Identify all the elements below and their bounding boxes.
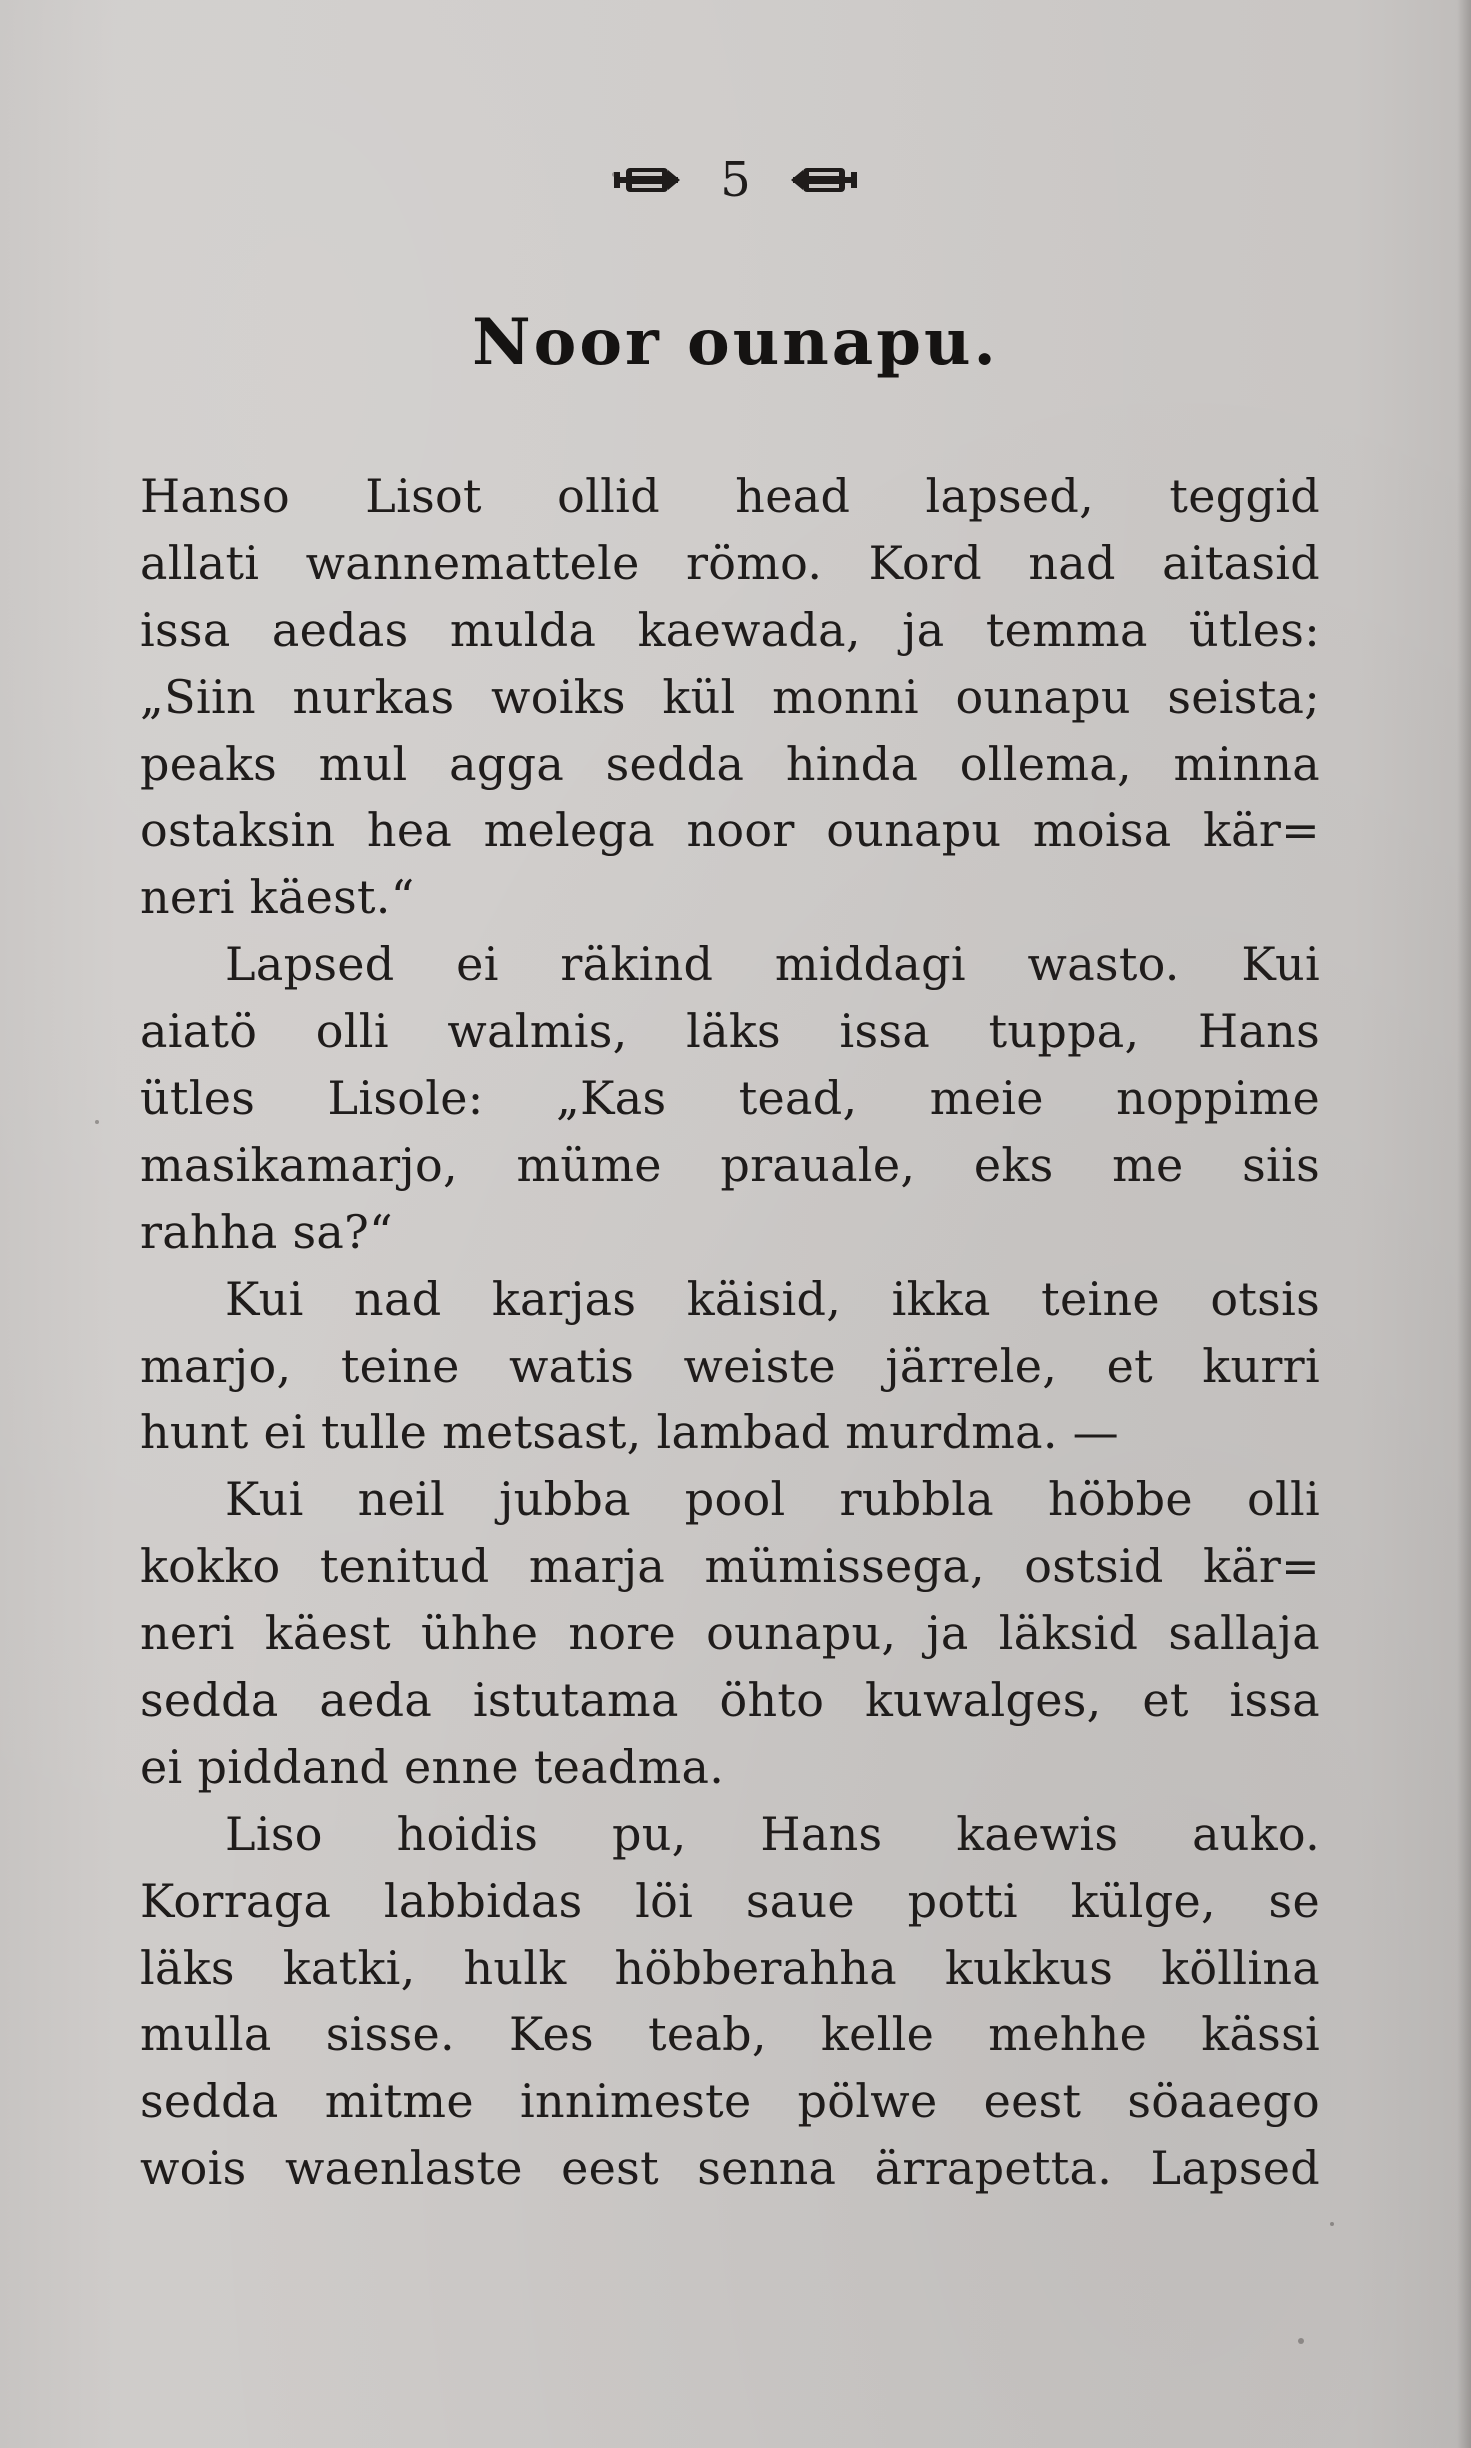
text-line: läks katki, hulk höbberahha kukkus köllina [140, 1940, 1320, 1995]
body-text [140, 463, 1320, 2202]
text-line: allati wannemattele römo. Kord nad aitasid [140, 535, 1320, 590]
text-line: kokko tenitud marja mümissega, ostsid kär= [140, 1539, 1320, 1594]
left-ornament-icon [612, 160, 682, 200]
text-line: neri käest.“ [140, 870, 415, 925]
text-line: Kui neil jubba pool rubbla höbbe olli [225, 1472, 1320, 1527]
page-header [0, 140, 1471, 220]
text-line: Korraga labbidas löi saue potti külge, se [140, 1873, 1320, 1928]
page-title: Noor ounapu. [472, 305, 999, 380]
text-line: wois waenlaste eest senna ärrapetta. Lapsed [140, 2141, 1320, 2196]
text-line: neri käest ühhe nore ounapu, ja läksid sallaja [140, 1606, 1320, 1661]
text-line: issa aedas mulda kaewada, ja temma ütles: [140, 602, 1320, 657]
text-line: ütles Lisole: „Kas tead, meie noppime [140, 1071, 1320, 1126]
text-line: sedda mitme innimeste pölwe eest söaaego [140, 2074, 1320, 2129]
text-line: „Siin nurkas woiks kül monni ounapu seista; [140, 669, 1320, 724]
text-line: ei piddand enne teadma. [140, 1739, 725, 1794]
paper-speck [95, 1120, 99, 1124]
text-line: aiatö olli walmis, läks issa tuppa, Hans [140, 1004, 1320, 1059]
text-line: Liso hoidis pu, Hans kaewis auko. [225, 1806, 1320, 1861]
paper-speck [1298, 2338, 1304, 2344]
text-line: Lapsed ei räkind middagi wasto. Kui [225, 937, 1320, 992]
text-line: mulla sisse. Kes teab, kelle mehhe kässi [140, 2007, 1320, 2062]
text-line: sedda aeda istutama öhto kuwalges, et issa [140, 1673, 1320, 1728]
text-line: ostaksin hea melega noor ounapu moisa kär= [140, 803, 1320, 858]
text-line: Kui nad karjas käisid, ikka teine otsis [225, 1271, 1320, 1326]
right-ornament-icon [789, 160, 859, 200]
paper-speck [612, 172, 617, 177]
text-line: masikamarjo, müme prauale, eks me siis [140, 1137, 1320, 1192]
text-line: rahha sa?“ [140, 1204, 393, 1259]
text-line: marjo, teine watis weiste järrele, et kurri [140, 1338, 1320, 1393]
page-number: 5 [720, 152, 751, 208]
text-line: Hanso Lisot ollid head lapsed, teggid [140, 469, 1320, 523]
paper-speck [1330, 2222, 1334, 2226]
text-line: hunt ei tulle metsast, lambad murdma. — [140, 1405, 1119, 1460]
text-line: peaks mul agga sedda hinda ollema, minna [140, 736, 1320, 791]
